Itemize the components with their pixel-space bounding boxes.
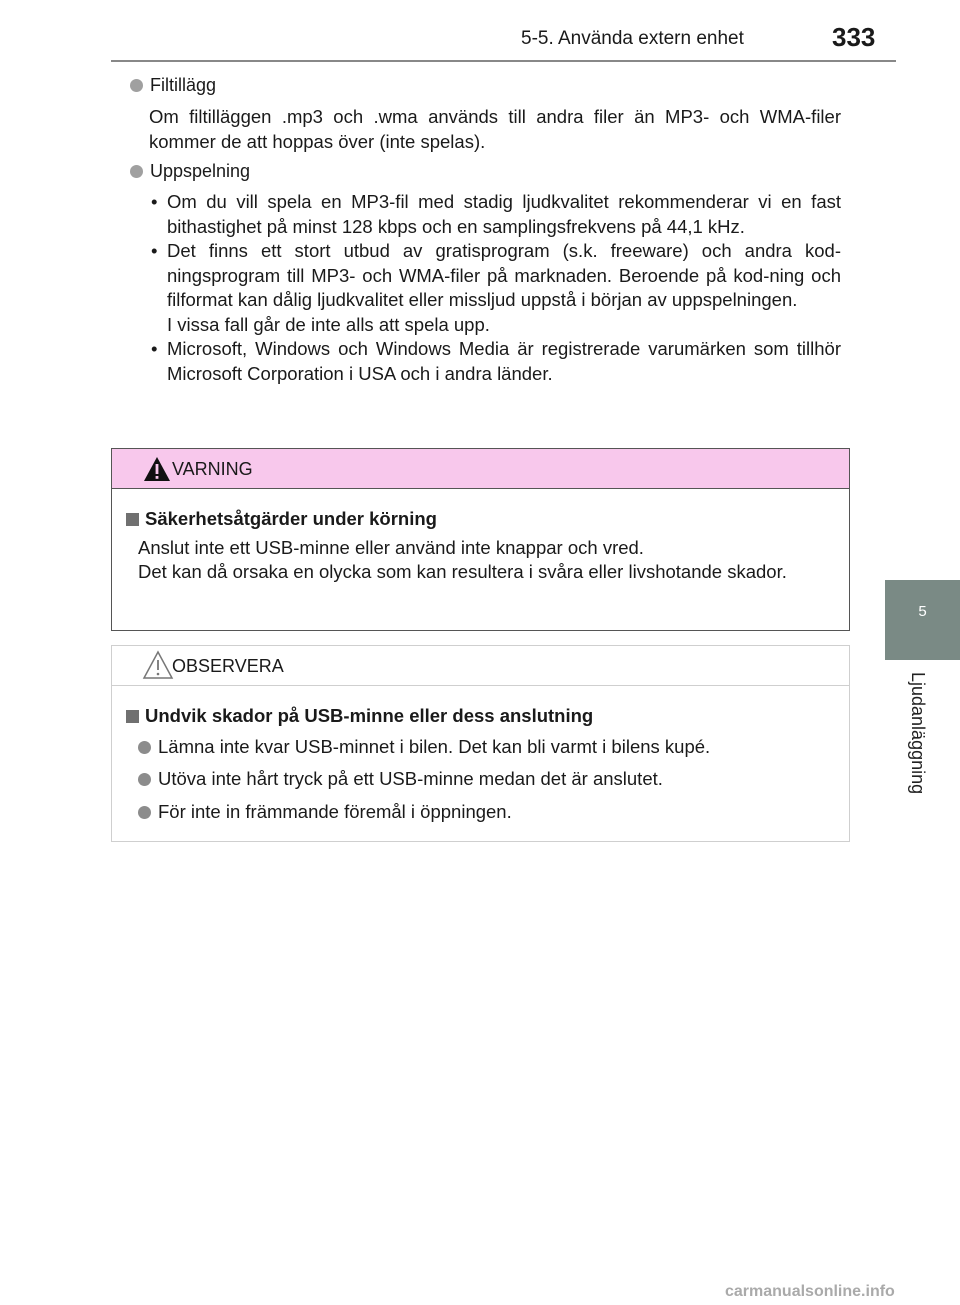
list-item: För inte in främmande föremål i öppningen. — [126, 800, 833, 825]
section-heading-uppspelning: Uppspelning — [130, 161, 250, 182]
bullet-dot-icon — [130, 165, 143, 178]
notice-heading: Undvik skador på USB-minne eller dess anslutning — [126, 704, 833, 729]
watermark: carmanualsonline.info — [725, 1283, 895, 1300]
notice-label: OBSERVERA — [172, 656, 284, 676]
bullet-dot-icon — [138, 741, 151, 754]
list-item: • Om du vill spela en MP3-fil med stadig ljudkvalitet rekommenderar vi en fast bithastighet på minst 128 kbps och en samplingsfrekvens på 44,1 kHz. — [149, 190, 841, 239]
notice-header — [112, 646, 849, 686]
warning-label: VARNING — [172, 459, 253, 479]
warning-text-2: Det kan då orsaka en olycka som kan resultera i svåra eller livshotande skador. — [138, 561, 787, 582]
warning-text-1: Anslut inte ett USB-minne eller använd inte knappar och vred. — [138, 536, 644, 558]
section-title: 5-5. Använda extern enhet — [521, 28, 744, 49]
warning-box — [111, 448, 850, 631]
uppspelning-list — [149, 190, 841, 386]
warning-heading: Säkerhetsåtgärder under körning — [126, 507, 833, 532]
chapter-number: 5 — [918, 603, 927, 620]
list-item: Lämna inte kvar USB-minnet i bilen. Det kan bli varmt i bilens kupé. — [126, 735, 833, 760]
filtillagg-text: Om filtilläggen .mp3 och .wma används till andra filer än MP3- och WMA-filer kommer de att hoppas över (inte spelas). — [149, 106, 841, 152]
warning-triangle-icon — [142, 455, 172, 483]
square-bullet-icon — [126, 710, 139, 723]
list-item: • Det finns ett stort utbud av gratisprogram (s.k. freeware) och andra kod-ningsprogram till MP3- och WMA-filer på marknaden. Beroende på kod-ning och filformat kan dålig ljudkvalitet eller missljud uppstå i början av uppspelningen. I vissa fall går de inte alls att spela upp. — [149, 239, 841, 337]
list-item: • Microsoft, Windows och Windows Media är registrerade varumärken som tillhör Microsoft Corporation i USA och i andra länder. — [149, 337, 841, 386]
section-heading-filtillagg: Filtillägg — [130, 75, 216, 96]
square-bullet-icon — [126, 513, 139, 526]
bullet-dot-icon — [138, 773, 151, 786]
header-rule — [111, 60, 896, 62]
warning-body — [112, 489, 849, 605]
page-number: 333 — [832, 22, 876, 52]
chapter-label: Ljudanläggning — [908, 672, 928, 795]
bullet-dot-icon — [138, 806, 151, 819]
notice-box — [111, 645, 850, 842]
bullet-dot-icon — [130, 79, 143, 92]
notice-body — [112, 686, 849, 844]
page-header — [0, 0, 960, 62]
caution-triangle-icon — [142, 650, 174, 680]
chapter-tab — [885, 580, 960, 660]
warning-header — [112, 449, 849, 489]
list-item: Utöva inte hårt tryck på ett USB-minne medan det är anslutet. — [126, 767, 833, 792]
